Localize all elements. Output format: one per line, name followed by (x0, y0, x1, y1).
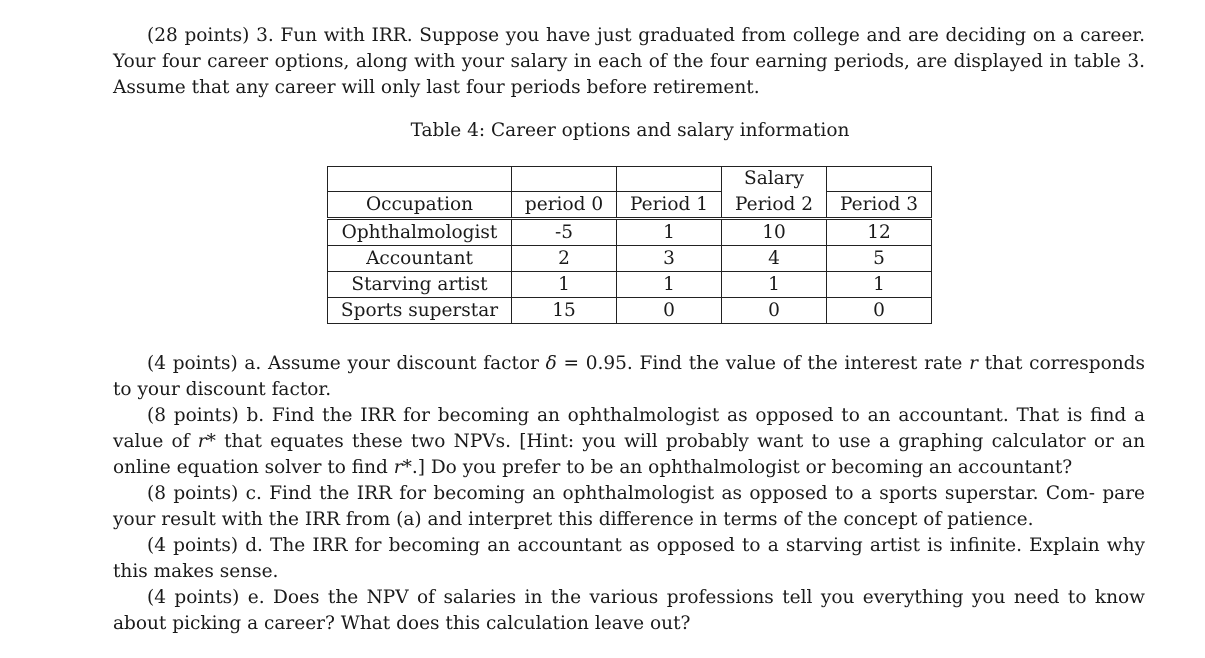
salary-group-header: Salary (722, 167, 827, 192)
question-b-text: .] Do you prefer to be an ophthalmologist or becoming an accountant? (411, 457, 1073, 478)
table-cell: 1 (827, 272, 932, 298)
discount-factor-symbol: δ (545, 353, 557, 374)
table-row (328, 298, 932, 324)
table-cell: Sports superstar (328, 298, 512, 324)
table-cell: 0 (827, 298, 932, 324)
column-header: Period 2 (722, 192, 827, 219)
question-b-text: (8 points) b. Find the IRR for becoming an ophthalmologist as opposed to an accountant. That is find a value of (113, 405, 1145, 452)
question-b (113, 403, 1145, 481)
table-cell: 4 (722, 246, 827, 272)
table-cell: 0 (617, 298, 722, 324)
table-cell: 5 (827, 246, 932, 272)
table-cell: 1 (722, 272, 827, 298)
table-cell: Starving artist (328, 272, 512, 298)
table-cell (617, 167, 722, 192)
table-cell: 1 (617, 272, 722, 298)
table-cell: 12 (827, 219, 932, 246)
table-cell: Accountant (328, 246, 512, 272)
table-cell (512, 167, 617, 192)
interest-rate-symbol: r (969, 353, 978, 374)
column-header: Period 3 (827, 192, 932, 219)
salary-table (327, 166, 932, 324)
table-row (328, 246, 932, 272)
table-cell (328, 167, 512, 192)
question-a-text: (4 points) a. Assume your discount factor (147, 353, 546, 374)
column-header: period 0 (512, 192, 617, 219)
table-cell: 2 (512, 246, 617, 272)
question-c: (8 points) c. Find the IRR for becoming an ophthalmologist as opposed to a sports superstar. Com- pare your result with the IRR from (a) and interpret this difference in terms of the concept of patience. (113, 483, 1145, 530)
table-cell: 1 (512, 272, 617, 298)
question-e: (4 points) e. Does the NPV of salaries in the various professions tell you everything you need to know about picking a career? What does this calculation leave out? (113, 587, 1145, 634)
table-row (328, 272, 932, 298)
table-cell (827, 167, 932, 192)
table-header-row (328, 192, 932, 219)
column-header: Period 1 (617, 192, 722, 219)
table-cell: 0 (722, 298, 827, 324)
question-a (113, 351, 1145, 403)
table-cell: 15 (512, 298, 617, 324)
question-b-text: that equates these two NPVs. [Hint: you will probably want to use a graphing calculator or an online equation solver to find (113, 431, 1145, 478)
table-row (328, 219, 932, 246)
table-cell: 10 (722, 219, 827, 246)
table-cell: 3 (617, 246, 722, 272)
table-cell: -5 (512, 219, 617, 246)
table-row (328, 167, 932, 192)
column-header: Occupation (328, 192, 512, 219)
question-d: (4 points) d. The IRR for becoming an accountant as opposed to a starving artist is infinite. Explain why this makes sense. (113, 535, 1145, 582)
question-a-text: = 0.95. Find the value of the interest rate (556, 353, 970, 374)
problem-intro: (28 points) 3. Fun with IRR. Suppose you have just graduated from college and are deciding on a career. Your four career options, along with your salary in each of the four earning periods, are displayed in table 3. Assume that any career will only last four periods before retirement. (113, 25, 1145, 98)
table-caption: Table 4: Career options and salary information (410, 120, 850, 141)
irr-symbol: r* (197, 431, 216, 452)
question-a-text: that corresponds to your discount factor. (113, 353, 1146, 400)
table-cell: Ophthalmologist (328, 219, 512, 246)
irr-symbol: r* (393, 457, 412, 478)
table-cell: 1 (617, 219, 722, 246)
